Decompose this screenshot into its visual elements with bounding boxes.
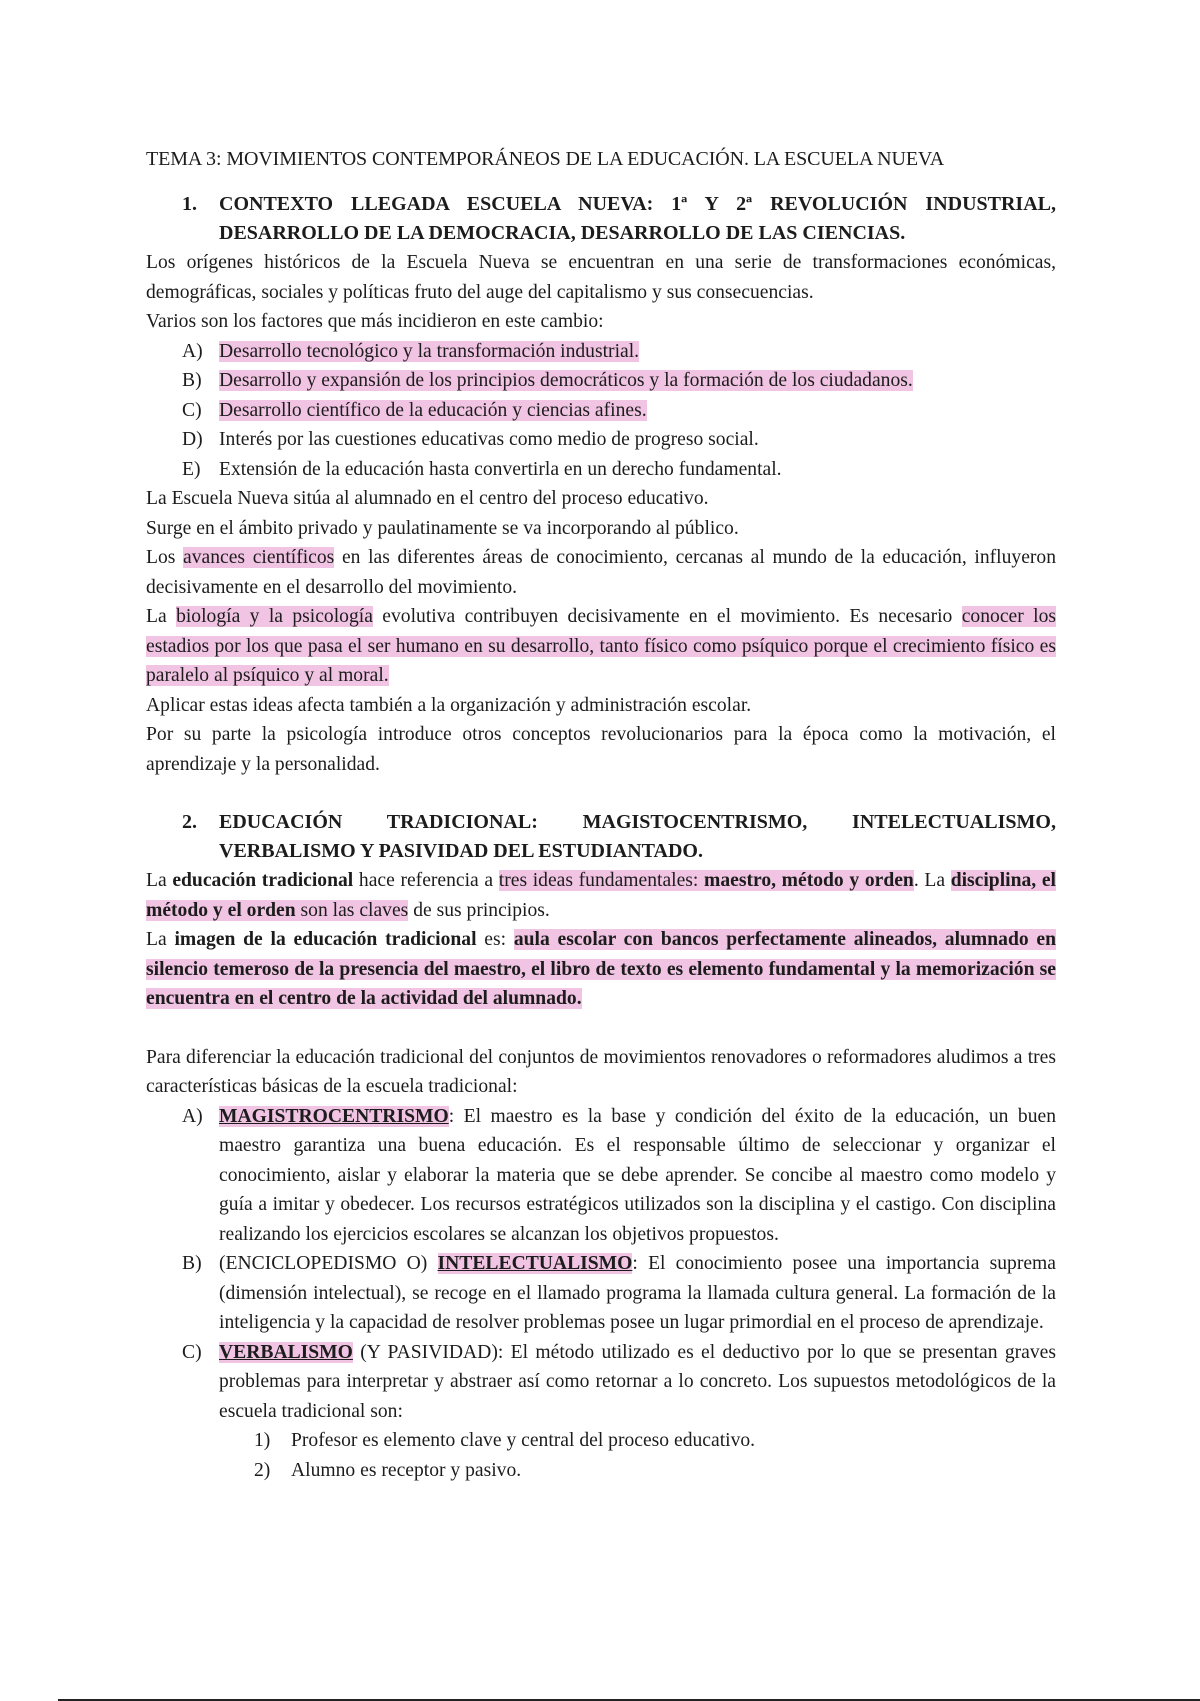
assumption-label: 2) [254, 1459, 271, 1481]
paragraph-advances [146, 543, 1056, 602]
section-1-number: 1. [182, 193, 197, 215]
bold-term: educación tradicional [172, 870, 354, 891]
factor-item [146, 455, 1056, 485]
assumption-item [146, 1426, 1056, 1456]
paragraph-apply: Aplicar estas ideas afecta también a la organización y administración escolar. [146, 694, 752, 716]
characteristic-term: INTELECTUALISMO [437, 1253, 633, 1274]
text-run: es: [476, 929, 514, 950]
characteristic-label: A) [182, 1105, 203, 1127]
characteristic-term: VERBALISMO [219, 1341, 353, 1363]
factors-list [146, 337, 1056, 485]
assumption-item [146, 1456, 1056, 1486]
document-title: TEMA 3: MOVIMIENTOS CONTEMPORÁNEOS DE LA EDUCACIÓN. LA ESCUELA NUEVA [146, 148, 945, 170]
paragraph-characteristics: Para diferenciar la educación tradicional del conjuntos de movimientos renovadores o reformadores aludimos a tres características básicas de la escuela tradicional: [146, 1046, 1056, 1097]
assumption-text: Profesor es elemento clave y central del proceso educativo. [291, 1430, 756, 1451]
text-run: en las diferentes áreas de conocimiento, cercanas al mundo de la educación, influyeron decisivamente en el desarrollo del movimiento. [146, 547, 1057, 598]
highlight-ideas-bold: maestro, método y orden [704, 870, 914, 891]
paragraph-center: La Escuela Nueva sitúa al alumnado en el centro del proceso educativo. [146, 488, 709, 509]
section-1-heading-text: CONTEXTO LLEGADA ESCUELA NUEVA: 1ª Y 2ª REVOLUCIÓN INDUSTRIAL, DESARROLLO DE LA DEMOCRACIA, DESARROLLO DE LAS CIENCIAS. [219, 193, 1056, 244]
text-run: Los [146, 547, 184, 568]
factor-label: D) [182, 429, 203, 450]
section-1-heading [146, 190, 1056, 248]
paragraph-biology [146, 602, 1056, 691]
factors-intro: Varios son los factores que más incidieron en este cambio: [146, 311, 604, 332]
document-body [146, 144, 1056, 1485]
factor-label: B) [182, 370, 202, 391]
characteristic-text: (Y PASIVIDAD): El método utilizado es el deductivo por lo que se presentan graves problemas para interpretar y abstraer así como retornar a lo concreto. Los supuestos metodológicos de la escuela tradicional son: [219, 1341, 1056, 1422]
text-run: La [146, 606, 177, 627]
paragraph-private: Surge en el ámbito privado y paulatinamente se va incorporando al público. [146, 517, 739, 539]
assumption-label: 1) [254, 1430, 271, 1451]
highlight-advances: avances científicos [183, 547, 335, 568]
highlight-biology: biología y la psicología [176, 606, 373, 627]
factor-item [146, 425, 1056, 455]
factor-text: Desarrollo y expansión de los principios democráticos y la formación de los ciudadanos. [219, 370, 913, 391]
paragraph-traditional-image [146, 925, 1056, 1014]
text-run: evolutiva contribuyen decisivamente en el movimiento. Es necesario [372, 606, 962, 627]
text-run: . La [913, 870, 951, 891]
factor-label: C) [182, 399, 202, 421]
text-run: hace referencia a [353, 870, 499, 891]
factor-text: Extensión de la educación hasta convertirla en un derecho fundamental. [219, 458, 782, 480]
characteristic-prefix: (ENCICLOPEDISMO O) [219, 1253, 438, 1274]
paragraph-psychology: Por su parte la psicología introduce otros conceptos revolucionarios para la época como la motivación, el aprendizaje y la personalidad. [146, 724, 1056, 775]
section-2-heading [146, 808, 1056, 866]
factor-item [146, 366, 1056, 396]
characteristics-list [146, 1102, 1056, 1427]
factor-text: Interés por las cuestiones educativas como medio de progreso social. [219, 429, 759, 450]
characteristic-text: : El conocimiento posee una importancia suprema (dimensión intelectual), se recoge en el llamado programa la llamada cultura general. La formación de la inteligencia y la capacidad de resolver problemas posee un lugar primordial en el proceso de aprendizaje. [219, 1253, 1056, 1333]
characteristic-term: MAGISTROCENTRISMO [219, 1105, 449, 1127]
characteristic-item [146, 1102, 1056, 1250]
highlight-stages: conocer los estadios por los que pasa el ser humano en su desarrollo, tanto físico como psíquico porque el crecimiento físico es paralelo al psíquico y al moral. [146, 606, 1056, 686]
highlight-classroom: aula escolar con bancos perfectamente alineados, alumnado en silencio temeroso de la presencia del maestro, el libro de texto es elemento fundamental y la memorización se encuentra en el centro de la actividad del alumnado. [146, 929, 1056, 1009]
bold-term: imagen de la educación tradicional [174, 929, 477, 950]
factor-label: A) [182, 340, 203, 362]
highlight-keys-bold: disciplina, el método y el orden [146, 870, 1056, 921]
characteristic-label: B) [182, 1253, 202, 1274]
section-2-heading-text: EDUCACIÓN TRADICIONAL: MAGISTOCENTRISMO, INTELECTUALISMO, VERBALISMO Y PASIVIDAD DEL ESTUDIANTADO. [219, 811, 1056, 862]
text-run: La [146, 870, 173, 891]
factor-item [146, 396, 1056, 426]
assumption-text: Alumno es receptor y pasivo. [291, 1459, 522, 1481]
text-run: La [146, 929, 175, 950]
assumptions-list [146, 1426, 1056, 1485]
section-1-intro: Los orígenes históricos de la Escuela Nueva se encuentran en una serie de transformaciones económicas, demográficas, sociales y políticas fruto del auge del capitalismo y sus consecuencias. [146, 252, 1056, 303]
paragraph-gap [146, 1014, 1056, 1043]
characteristic-text: : El maestro es la base y condición del éxito de la educación, un buen maestro garantiza una buena educación. Es el responsable último de seleccionar y organizar el conocimiento, aislar y elaborar la materia que se debe aprender. Se concibe al maestro como modelo y guía a imitar y obedecer. Los recursos estratégicos utilizados son la disciplina y el castigo. Con disciplina realizando los ejercicios escolares se alcanzan los objetivos propuestos. [219, 1105, 1056, 1245]
section-2-number: 2. [182, 811, 197, 833]
factor-text: Desarrollo tecnológico y la transformación industrial. [219, 340, 640, 362]
factor-item [146, 337, 1056, 367]
highlight-ideas: tres ideas fundamentales: [498, 870, 705, 891]
factor-label: E) [182, 458, 201, 480]
paragraph-traditional-ideas [146, 866, 1056, 925]
characteristic-item [146, 1338, 1056, 1427]
factor-text: Desarrollo científico de la educación y ciencias afines. [219, 399, 647, 421]
characteristic-item [146, 1249, 1056, 1338]
highlight-keys: son las claves [295, 899, 409, 921]
text-run: de sus principios. [408, 899, 550, 921]
characteristic-label: C) [182, 1341, 202, 1363]
